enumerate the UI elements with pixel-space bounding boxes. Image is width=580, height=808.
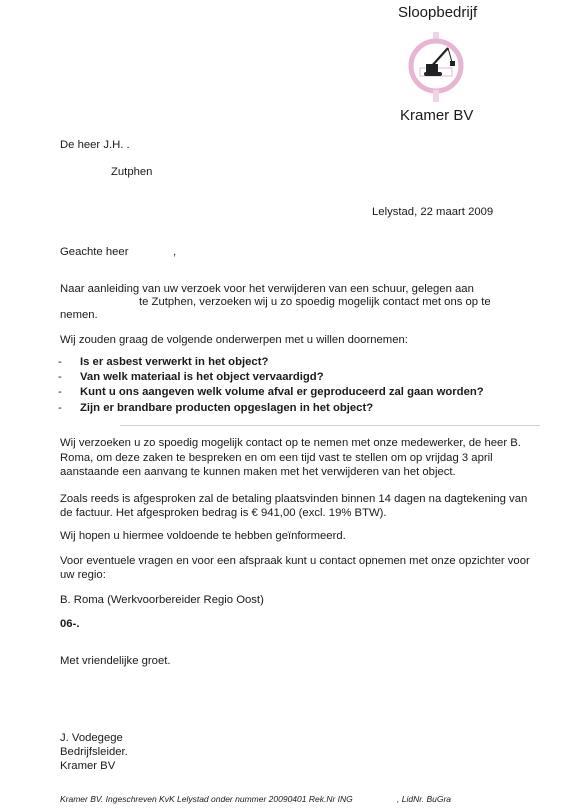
- bullet-marker: -: [58, 356, 62, 368]
- intro-line-1: Naar aanleiding van uw verzoek voor het verwijderen van een schuur, gelegen aan: [60, 283, 474, 295]
- salutation-comma: ,: [173, 246, 177, 258]
- payment-line-1: Zoals reeds is afgesproken zal de betaling plaatsvinden binnen 14 dagen na dagtekening van: [60, 493, 528, 505]
- recipient-name: De heer J.H. .: [60, 139, 130, 151]
- contact-request-line-3: aanstaande een aanvang te kunnen maken met het verwijderen van het object.: [60, 466, 456, 478]
- recipient-city: Zutphen: [111, 166, 153, 178]
- topics-intro: Wij zouden graag de volgende onderwerpen met u willen doornemen:: [60, 334, 408, 346]
- topic-item: [58, 370, 484, 385]
- topic-text: Zijn er brandbare producten opgeslagen in het object?: [80, 401, 374, 414]
- topic-item: [58, 385, 484, 400]
- contact-request-line-1: Wij verzoeken u zo spoedig mogelijk contact op te nemen met onze medewerker, de heer B.: [60, 437, 521, 449]
- company-logo-icon: [408, 32, 464, 108]
- footer-registration: Kramer BV. Ingeschreven KvK Lelystad onder nummer 20090401 Rek.Nr ING: [60, 794, 353, 804]
- signature-company: Kramer BV: [60, 760, 116, 772]
- place-date: Lelystad, 22 maart 2009: [372, 206, 494, 218]
- signature-role: Bedrijfsleider.: [60, 746, 128, 758]
- payment-line-2: de factuur. Het afgesproken bedrag is € 941,00 (excl. 19% BTW).: [60, 507, 387, 519]
- intro-line-2: te Zutphen, verzoeken wij u zo spoedig mogelijk contact met ons op te: [139, 296, 491, 308]
- letterhead-company-name: Kramer BV: [400, 107, 474, 124]
- letterhead-top-label: Sloopbedrijf: [398, 4, 478, 21]
- contact-request-line-2: Roma, om deze zaken te bespreken en om een tijd vast te stellen om op vrijdag 3 april: [60, 452, 493, 464]
- contact-person: B. Roma (Werkvoorbereider Regio Oost): [60, 594, 264, 606]
- intro-line-3: nemen.: [60, 309, 98, 321]
- questions-line-2: uw regio:: [60, 569, 106, 581]
- topic-text: Kunt u ons aangeven welk volume afval er geproduceerd zal gaan worden?: [80, 386, 484, 399]
- topic-item: [58, 401, 484, 416]
- topics-list: [58, 355, 484, 416]
- phone-number: 06-.: [60, 618, 80, 630]
- footer-membership: , LidNr. BuGra: [397, 794, 452, 804]
- signature-name: J. Vodegege: [60, 732, 123, 744]
- bullet-marker: -: [58, 386, 62, 399]
- topic-text: Van welk materiaal is het object vervaardigd?: [80, 371, 324, 384]
- questions-line-1: Voor eventuele vragen en voor een afspraak kunt u contact opnemen met onze opzichter voor: [60, 555, 530, 567]
- informed-sentence: Wij hopen u hiermee voldoende te hebben geïnformeerd.: [60, 530, 346, 542]
- topic-item: [58, 355, 484, 370]
- bullet-marker: -: [58, 371, 62, 384]
- topic-text: Is er asbest verwerkt in het object?: [80, 356, 269, 368]
- closing: Met vriendelijke groet.: [60, 655, 171, 667]
- bullet-marker: -: [58, 401, 62, 414]
- scan-divider: [120, 425, 540, 426]
- salutation: Geachte heer: [60, 246, 129, 258]
